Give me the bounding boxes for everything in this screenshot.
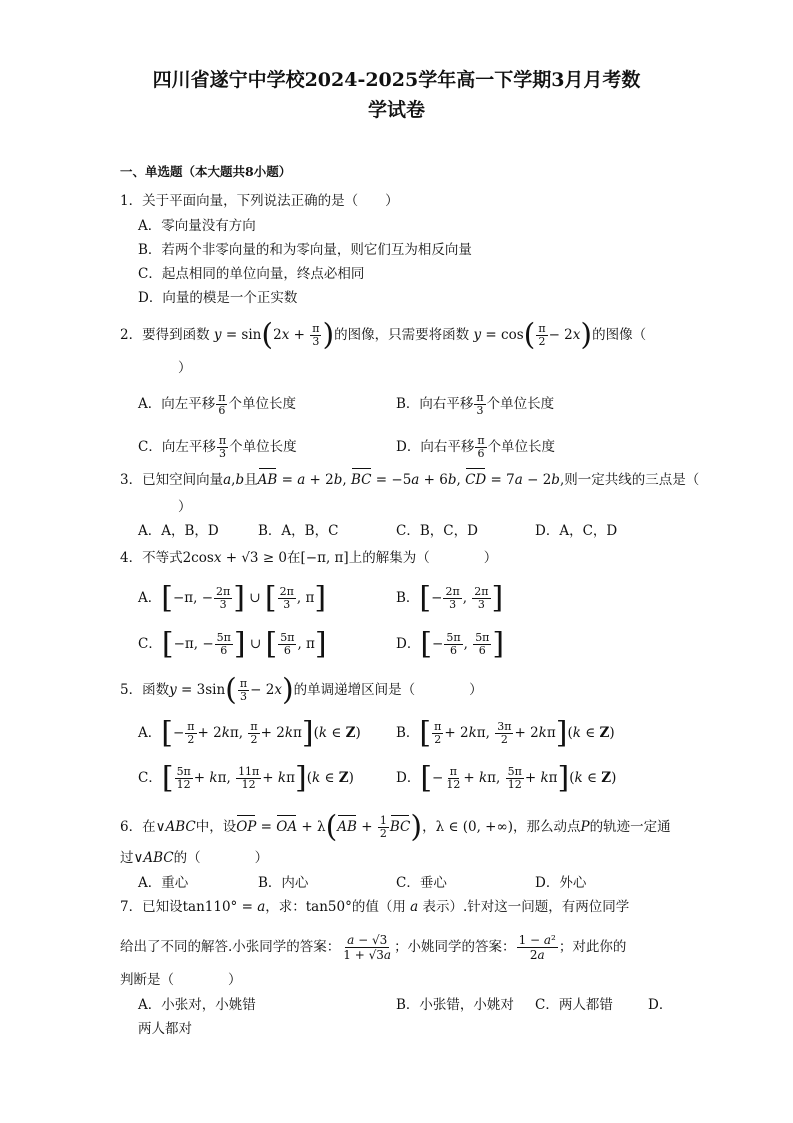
q2-option-a: A．向左平移 $\frac{\pi}{6}$ 个单位长度 (138, 391, 296, 417)
q2-option-b: B．向右平移 $\frac{\pi}{3}$ 个单位长度 (396, 391, 555, 417)
q4-option-a: A．[−π, − $\frac{2\pi}{3}$ ] ∪ [ $\frac{2\pi}{3}$ , π] (138, 580, 327, 616)
q5-option-d: D．[− $\frac{\pi}{12}$ + kπ, $\frac{5\pi}{12}$ + kπ](k ∈ Z) (396, 760, 617, 796)
q2-formula-source: y = cos( $\frac{\pi}{2}$ − 2x) (473, 317, 593, 353)
q4-interval: [−π, π] (300, 550, 349, 566)
q2-option-d: D．向右平移 $\frac{\pi}{6}$ 个单位长度 (396, 434, 556, 460)
q6-vector-equation: OP = OA + λ(AB + $\frac{1}{2}$ BC)，λ ∈ (0, +∞) (236, 809, 514, 845)
q7-stem-line2: 给出了不同的解答.小张同学的答案： $\frac{a - √3}{1 + √3a}$ ；小姚同学的答案： $\frac{\text{1 − a²}}{2a}$ ；对此你的 (120, 933, 627, 962)
q7-option-d-text: 两人都对 (138, 1021, 192, 1037)
q2-stem: 2．要得到函数 y = sin(2x + $\frac{\pi}{3}$ )的图像，只需要将函数 y = cos( $\frac{\pi}{2}$ − 2x)的图像（ (120, 317, 647, 353)
q2-option-c: C．向左平移 $\frac{\pi}{3}$ 个单位长度 (138, 434, 297, 460)
q5-option-a: A．[− $\frac{\pi}{2}$ + 2kπ, $\frac{\pi}{2}$ + 2kπ](k ∈ Z) (138, 715, 361, 751)
q6-option-a: A．重心 (138, 875, 189, 891)
q1-option-b: B．若两个非零向量的和为零向量，则它们互为相反向量 (138, 242, 472, 258)
q3-option-c: C．B，C，D (396, 523, 478, 539)
q3-stem: 3．已知空间向量a,b且AB = a + 2b, BC = −5a + 6b, CD = 7a − 2b,则一定共线的三点是（ (120, 472, 700, 488)
section-heading: 一、单选题（本大题共8小题） (120, 164, 292, 179)
q5-option-b: B．[ $\frac{\pi}{2}$ + 2kπ, $\frac{3\pi}{2}$ + 2kπ](k ∈ Z) (396, 715, 615, 751)
q3-option-d: D．A，C，D (535, 523, 618, 539)
q7-option-c: C．两人都错 (535, 997, 613, 1013)
q5-function: y = 3sin( $\frac{\pi}{3}$ − 2x) (169, 672, 294, 708)
q3-vectors: a,b (223, 472, 245, 488)
q1-stem: 1．关于平面向量，下列说法正确的是（ ） (120, 193, 399, 209)
q2-stem-close: ） (178, 360, 192, 376)
q6-option-b: B．内心 (258, 875, 309, 891)
q5-stem: 5．函数y = 3sin( $\frac{\pi}{3}$ − 2x)的单调递增区间是（ ） (120, 672, 483, 708)
exam-title-line2: 学试卷 (367, 99, 425, 121)
q4-inequality: 2cosx + √3 ≥ 0 (182, 550, 288, 566)
q5-option-c: C．[ $\frac{5\pi}{12}$ + kπ, $\frac{11\pi}{12}$ + kπ](k ∈ Z) (138, 760, 354, 796)
q3-vector-relations: AB = a + 2b, BC = −5a + 6b, CD = 7a − 2b, (257, 472, 565, 488)
q3-option-a: A．A，B，D (138, 523, 219, 539)
q4-option-b: B．[− $\frac{2\pi}{3}$ , $\frac{2\pi}{3}$ ] (396, 580, 504, 616)
q1-option-d: D．向量的模是一个正实数 (138, 290, 298, 306)
exam-title-line1: 四川省遂宁中学校2024-2025学年高一下学期3月月考数 (152, 69, 641, 91)
q7-stem-line3: 判断是（ ） (120, 972, 242, 988)
q1-option-c: C．起点相同的单位向量，终点必相同 (138, 266, 365, 282)
q7-option-a: A．小张对，小姚错 (138, 997, 256, 1013)
q6-option-d: D．外心 (535, 875, 587, 891)
q7-stem-line1: 7．已知设tan110° = a，求：tan50°的值（用 a 表示）.针对这一问题，有两位同学 (120, 899, 630, 915)
q4-option-d: D．[− $\frac{5\pi}{6}$ , $\frac{5\pi}{6}$ ] (396, 626, 505, 662)
q3-option-b: B．A，B，C (258, 523, 339, 539)
q6-stem-line2: 过∨ABC的（ ） (120, 850, 269, 866)
q7-option-d-label: D． (648, 997, 673, 1013)
q2-formula-target: y = sin(2x + $\frac{\pi}{3}$ ) (213, 317, 335, 353)
q6-option-c: C．垂心 (396, 875, 447, 891)
q6-stem-line1: 6．在∨ABC中，设OP = OA + λ(AB + $\frac{1}{2}$ BC)，λ ∈ (0, +∞)，那么动点P的轨迹一定通 (120, 809, 671, 845)
q4-option-c: C．[−π, − $\frac{5\pi}{6}$ ] ∪ [ $\frac{5\pi}{6}$ , π] (138, 626, 327, 662)
q3-stem-close: ） (178, 499, 192, 515)
q4-stem: 4．不等式2cosx + √3 ≥ 0在[−π, π]上的解集为（ ） (120, 550, 498, 566)
q7-option-b: B．小张错，小姚对 (396, 997, 514, 1013)
q1-option-a: A．零向量没有方向 (138, 218, 256, 234)
